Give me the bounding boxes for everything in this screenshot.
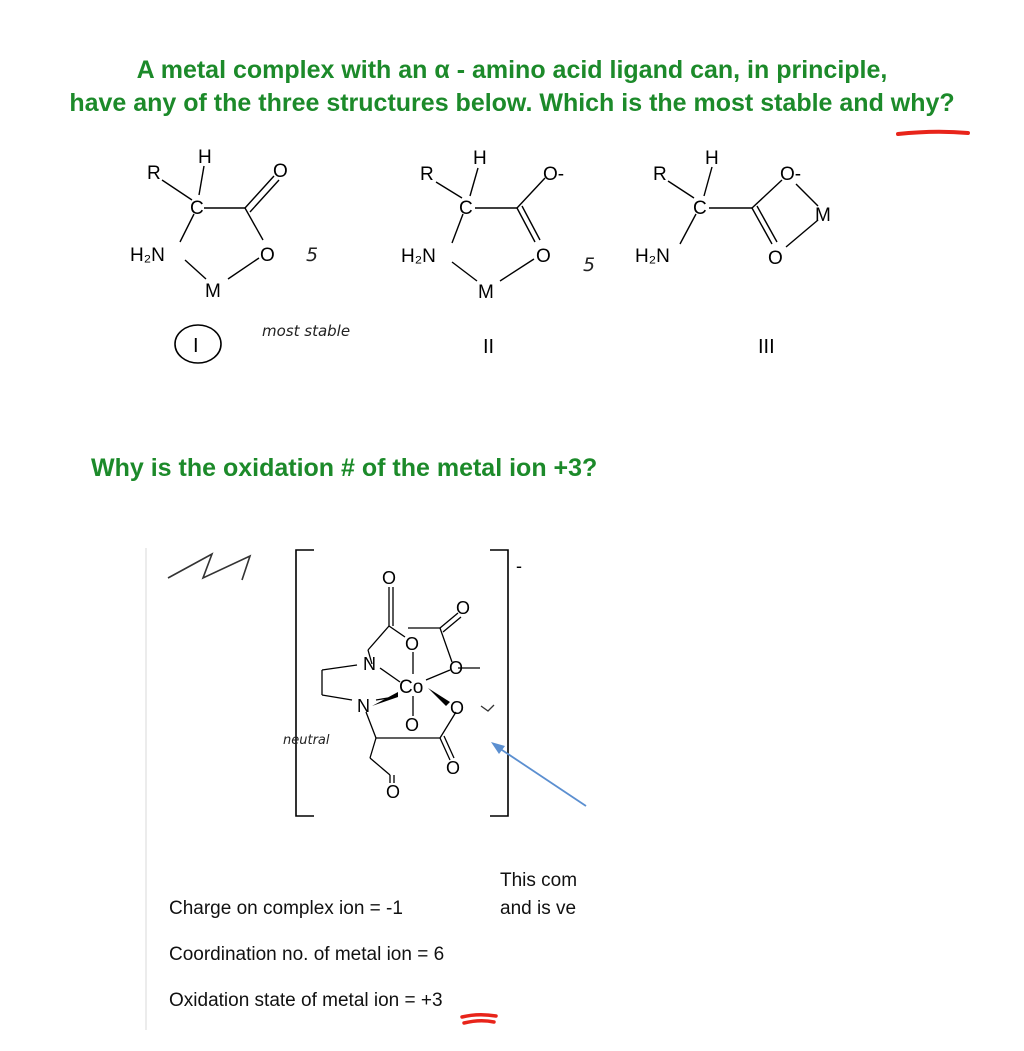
side-text-line-1: This com: [500, 870, 578, 891]
atom-h2n: H₂N: [401, 246, 436, 267]
atom-n: N: [357, 696, 370, 716]
metal-cobalt: Co: [399, 677, 424, 698]
atom-m: M: [478, 282, 494, 303]
atom-h: H: [198, 147, 212, 168]
atom-o: O: [456, 598, 471, 618]
handwritten-scribble: [168, 554, 250, 580]
coordination-statement: Coordination no. of metal ion = 6: [169, 944, 445, 965]
charge-superscript: -: [516, 556, 522, 576]
atom-c: C: [190, 198, 204, 219]
oxidation-statement: Oxidation state of metal ion = +3: [169, 990, 443, 1011]
handwritten-neutral: neutral: [283, 733, 330, 748]
atom-r: R: [420, 164, 434, 185]
atom-o: O: [446, 758, 461, 778]
ring-size-note: 5: [583, 254, 596, 276]
handwritten-mark: [481, 705, 494, 711]
atom-o: O: [273, 161, 288, 182]
question-line-1: A metal complex with an α - amino acid ligand can, in principle,: [136, 56, 888, 84]
atom-o: O: [768, 248, 783, 269]
atom-m: M: [205, 281, 221, 302]
structure-two: [436, 168, 545, 281]
atom-o-minus: O-: [780, 164, 802, 185]
wedge-bond: [428, 688, 450, 706]
side-text-line-2: and is ve: [500, 898, 577, 919]
left-bracket: [296, 550, 314, 816]
charge-statement: Charge on complex ion = -1: [169, 898, 403, 919]
atom-n: N: [363, 654, 376, 674]
atom-h: H: [473, 148, 487, 169]
highlight-mark: [898, 132, 968, 134]
atom-o: O: [382, 568, 397, 588]
atom-o: O: [260, 245, 275, 266]
atom-o: O: [450, 698, 465, 718]
atom-o: O: [536, 246, 551, 267]
atom-c: C: [693, 198, 707, 219]
atom-o-minus: O-: [543, 164, 565, 185]
arrow-head: [491, 742, 505, 754]
highlight-mark: [462, 1015, 496, 1023]
atom-m: M: [815, 205, 831, 226]
atom-o: O: [405, 715, 420, 735]
label-one: I: [193, 335, 199, 357]
atom-o: O: [405, 634, 420, 654]
wedge-bond: [372, 692, 398, 706]
atom-h2n: H₂N: [635, 246, 670, 267]
atom-c: C: [459, 198, 473, 219]
atom-r: R: [147, 163, 161, 184]
right-bracket: [490, 550, 508, 816]
atom-h: H: [705, 148, 719, 169]
question-line-2: have any of the three structures below. Which is the most stable and why?: [69, 89, 955, 117]
atom-o: O: [449, 658, 464, 678]
handwritten-note: most stable: [262, 322, 351, 340]
ring-size-note: 5: [306, 244, 319, 266]
label-three: III: [758, 336, 775, 358]
pointer-arrow: [496, 746, 586, 806]
atom-h2n: H₂N: [130, 245, 165, 266]
atom-r: R: [653, 164, 667, 185]
question-oxidation: Why is the oxidation # of the metal ion +3?: [91, 454, 598, 482]
atom-o: O: [386, 782, 401, 802]
label-two: II: [483, 336, 495, 358]
